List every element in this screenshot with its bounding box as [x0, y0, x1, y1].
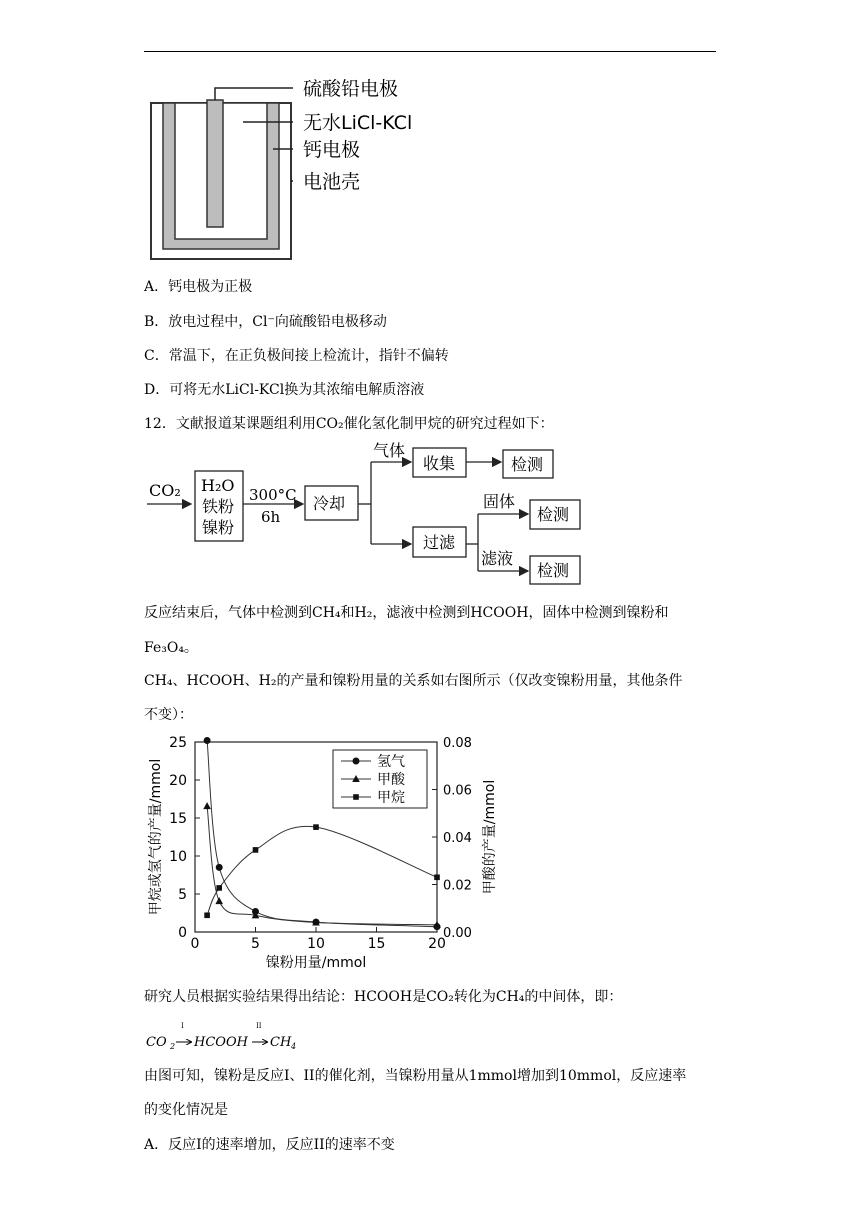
header-rule — [144, 51, 716, 52]
flow-diagram — [145, 440, 585, 590]
paragraph-question-line2: 的变化情况是 — [144, 1102, 228, 1118]
data-point-square — [313, 824, 319, 830]
y-axis-label-left: 甲烷或氢气的产量/mmol — [148, 758, 164, 916]
option-c: C．常温下，在正负极间接上检流计，指针不偏转 — [144, 348, 449, 364]
x-tick-label: 20 — [428, 936, 446, 952]
legend-marker-square — [353, 794, 359, 800]
x-tick-label: 15 — [367, 936, 386, 952]
flow-reagent-nickel: 镍粉 — [202, 518, 235, 537]
flow-reagent-water: H₂O — [201, 476, 235, 495]
flow-filter: 过滤 — [423, 533, 456, 552]
yield-chart — [145, 736, 515, 976]
flow-detect-filtrate: 检测 — [537, 561, 570, 580]
x-tick-label: 10 — [307, 936, 325, 952]
eq-ch4: CH — [270, 1035, 292, 1050]
paragraph-chart-intro-line1: CH₄、HCOOH、H₂的产量和镍粉用量的关系如右图所示（仅改变镍粉用量，其他条件 — [144, 673, 683, 689]
battery-diagram — [145, 70, 445, 265]
y-tick-label-left: 15 — [169, 811, 187, 827]
option-a: A．钙电极为正极 — [144, 279, 253, 295]
eq-label-1: I — [181, 1022, 184, 1030]
y-tick-label-left: 10 — [169, 849, 187, 865]
question-12-option-a: A．反应I的速率增加，反应II的速率不变 — [144, 1137, 395, 1153]
y-tick-label-left: 5 — [178, 887, 187, 903]
y-tick-label-right: 0.06 — [443, 783, 472, 799]
conclusion-text: 研究人员根据实验结果得出结论：HCOOH是CO₂转化为CH₄的中间体，即： — [144, 989, 623, 1005]
flow-input: CO₂ — [149, 481, 181, 500]
y-tick-label-left: 0 — [178, 925, 187, 941]
eq-co2-sub: 2 — [170, 1042, 176, 1051]
legend-marker-circle — [353, 758, 360, 765]
lead-sulfate-electrode — [207, 100, 223, 227]
paragraph-result-line2: Fe₃O₄。 — [144, 640, 198, 656]
flow-detect-gas: 检测 — [511, 455, 544, 474]
data-point-triangle — [203, 802, 211, 809]
y-tick-label-left: 20 — [169, 773, 187, 789]
data-point-circle — [216, 864, 223, 871]
y-tick-label-left: 25 — [169, 736, 187, 751]
flow-gas-label: 气体 — [373, 441, 406, 460]
flow-cool: 冷却 — [313, 494, 346, 513]
question-12-stem: 12．文献报道某课题组利用CO₂催化氢化制甲烷的研究过程如下： — [144, 416, 554, 432]
series-line-square — [207, 826, 437, 915]
eq-label-2: II — [256, 1022, 262, 1030]
flow-filtrate-label: 滤液 — [481, 549, 514, 568]
x-tick-label: 5 — [251, 936, 260, 952]
data-point-square — [434, 874, 440, 880]
eq-ch4-sub: 4 — [291, 1042, 297, 1051]
series-line-triangle — [207, 806, 437, 925]
data-point-square — [204, 912, 210, 918]
x-tick-label: 0 — [190, 936, 200, 952]
flow-solid-label: 固体 — [483, 492, 516, 511]
data-point-circle — [204, 737, 211, 744]
paragraph-question-line1: 由图可知，镍粉是反应I、II的催化剂，当镍粉用量从1mmol增加到10mmol，反应速率 — [144, 1068, 687, 1084]
flow-condition-time: 6h — [261, 508, 281, 526]
legend — [333, 750, 427, 808]
y-tick-label-right: 0.08 — [443, 736, 472, 751]
label-battery-shell: 电池壳 — [303, 171, 361, 193]
paragraph-result-line1: 反应结束后，气体中检测到CH₄和H₂，滤液中检测到HCOOH，固体中检测到镍粉和 — [144, 605, 669, 621]
flow-detect-solid: 检测 — [537, 505, 570, 524]
data-point-triangle — [215, 897, 223, 904]
legend-label: 甲烷 — [377, 790, 405, 806]
equation — [145, 1022, 345, 1056]
label-lead-sulfate: 硫酸铅电极 — [303, 78, 399, 100]
y-axis-label-right: 甲酸的产量/mmol — [482, 779, 498, 895]
label-calcium-electrode: 钙电极 — [303, 139, 361, 161]
y-tick-label-right: 0.04 — [443, 831, 472, 846]
flow-reagent-iron: 铁粉 — [202, 497, 235, 516]
label-electrolyte: 无水LiCl-KCl — [303, 112, 413, 134]
y-tick-label-right: 0.00 — [443, 926, 472, 941]
flow-collect: 收集 — [423, 454, 456, 473]
eq-co2: CO — [146, 1035, 167, 1050]
paragraph-chart-intro-line2: 不变）： — [144, 707, 193, 723]
x-axis-label: 镍粉用量/mmol — [265, 955, 367, 971]
legend-label: 甲酸 — [377, 772, 405, 788]
eq-hcooh: HCOOH — [194, 1035, 248, 1050]
option-b: B．放电过程中，Cl⁻向硫酸铅电极移动 — [144, 314, 387, 330]
flow-condition-temp: 300°C — [249, 486, 297, 504]
option-d: D．可将无水LiCl-KCl换为其浓缩电解质溶液 — [144, 382, 425, 398]
legend-label: 氢气 — [377, 754, 405, 770]
y-tick-label-right: 0.02 — [443, 878, 472, 894]
data-point-square — [253, 847, 259, 853]
data-point-square — [216, 885, 222, 891]
